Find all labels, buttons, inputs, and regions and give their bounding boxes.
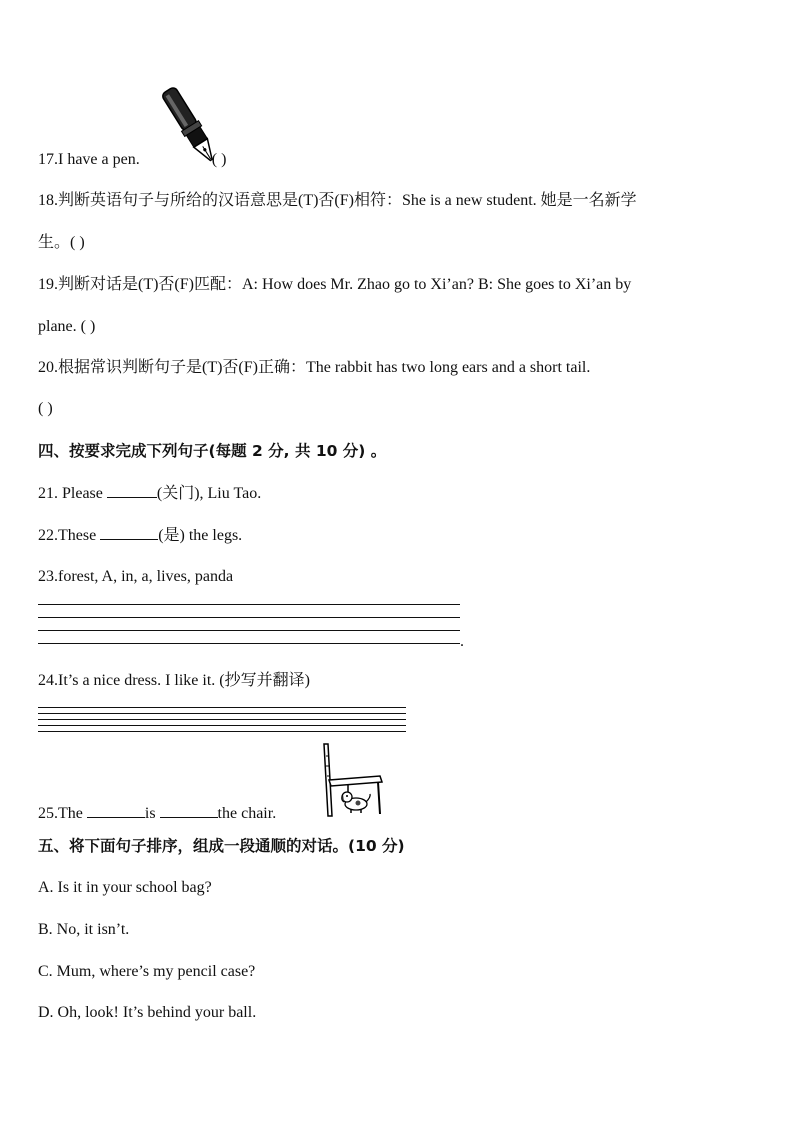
writing-line[interactable] [38, 643, 460, 644]
writing-line[interactable] [38, 707, 406, 708]
writing-line[interactable] [38, 617, 460, 618]
writing-line[interactable] [38, 713, 406, 714]
question-17 [38, 150, 226, 170]
answer-blank[interactable] [107, 483, 157, 498]
question-22-pre: 22.These [38, 527, 101, 544]
question-18-line1: 18.判断英语句子与所给的汉语意思是(T)否(F)相符：She is a new student. 她是一名新学 [38, 192, 637, 209]
question-23-period: . [460, 633, 464, 650]
chair-and-dog-icon [318, 742, 386, 818]
question-21 [38, 483, 261, 504]
writing-line[interactable] [38, 604, 460, 605]
option-c: C. Mum, where’s my pencil case? [38, 963, 256, 980]
question-25 [38, 803, 276, 824]
option-d: D. Oh, look! It’s behind your ball. [38, 1004, 257, 1021]
question-25-pre: 25.The [38, 805, 87, 822]
question-20-line1: 20.根据常识判断句子是(T)否(F)正确：The rabbit has two long ears and a short tail. [38, 359, 591, 376]
option-a: A. Is it in your school bag? [38, 879, 212, 896]
question-21-pre: 21. Please [38, 485, 107, 502]
question-19-line1: 19.判断对话是(T)否(F)匹配：A: How does Mr. Zhao go to Xi’an? B: She goes to Xi’an by [38, 276, 632, 293]
question-17-text: 17.I have a pen. [38, 151, 140, 168]
writing-line[interactable] [38, 725, 406, 726]
section-5-title: 五、将下面句子排序，组成一段通顺的对话。(10 分) [38, 837, 405, 855]
question-18-line2: 生。( ) [38, 234, 85, 251]
option-b: B. No, it isn’t. [38, 921, 130, 938]
answer-blank[interactable] [160, 803, 218, 818]
section-4-title: 四、按要求完成下列句子(每题 2 分, 共 10 分) 。 [38, 442, 387, 460]
question-20-line2: ( ) [38, 400, 53, 417]
answer-paren: ( ) [211, 151, 227, 168]
question-24: 24.It’s a nice dress. I like it. (抄写并翻译) [38, 672, 310, 689]
writing-line[interactable] [38, 630, 460, 631]
question-25-mid: is [144, 805, 160, 822]
question-23: 23.forest, A, in, a, lives, panda [38, 568, 234, 585]
question-22-post: (是) the legs. [158, 527, 243, 544]
question-21-post: (关门), Liu Tao. [156, 485, 262, 502]
question-22 [38, 525, 242, 546]
writing-line[interactable] [38, 731, 406, 732]
answer-blank[interactable] [100, 525, 158, 540]
question-19-line2: plane. ( ) [38, 318, 96, 335]
question-25-post: the chair. [217, 805, 277, 822]
writing-line[interactable] [38, 719, 406, 720]
answer-blank[interactable] [87, 803, 145, 818]
